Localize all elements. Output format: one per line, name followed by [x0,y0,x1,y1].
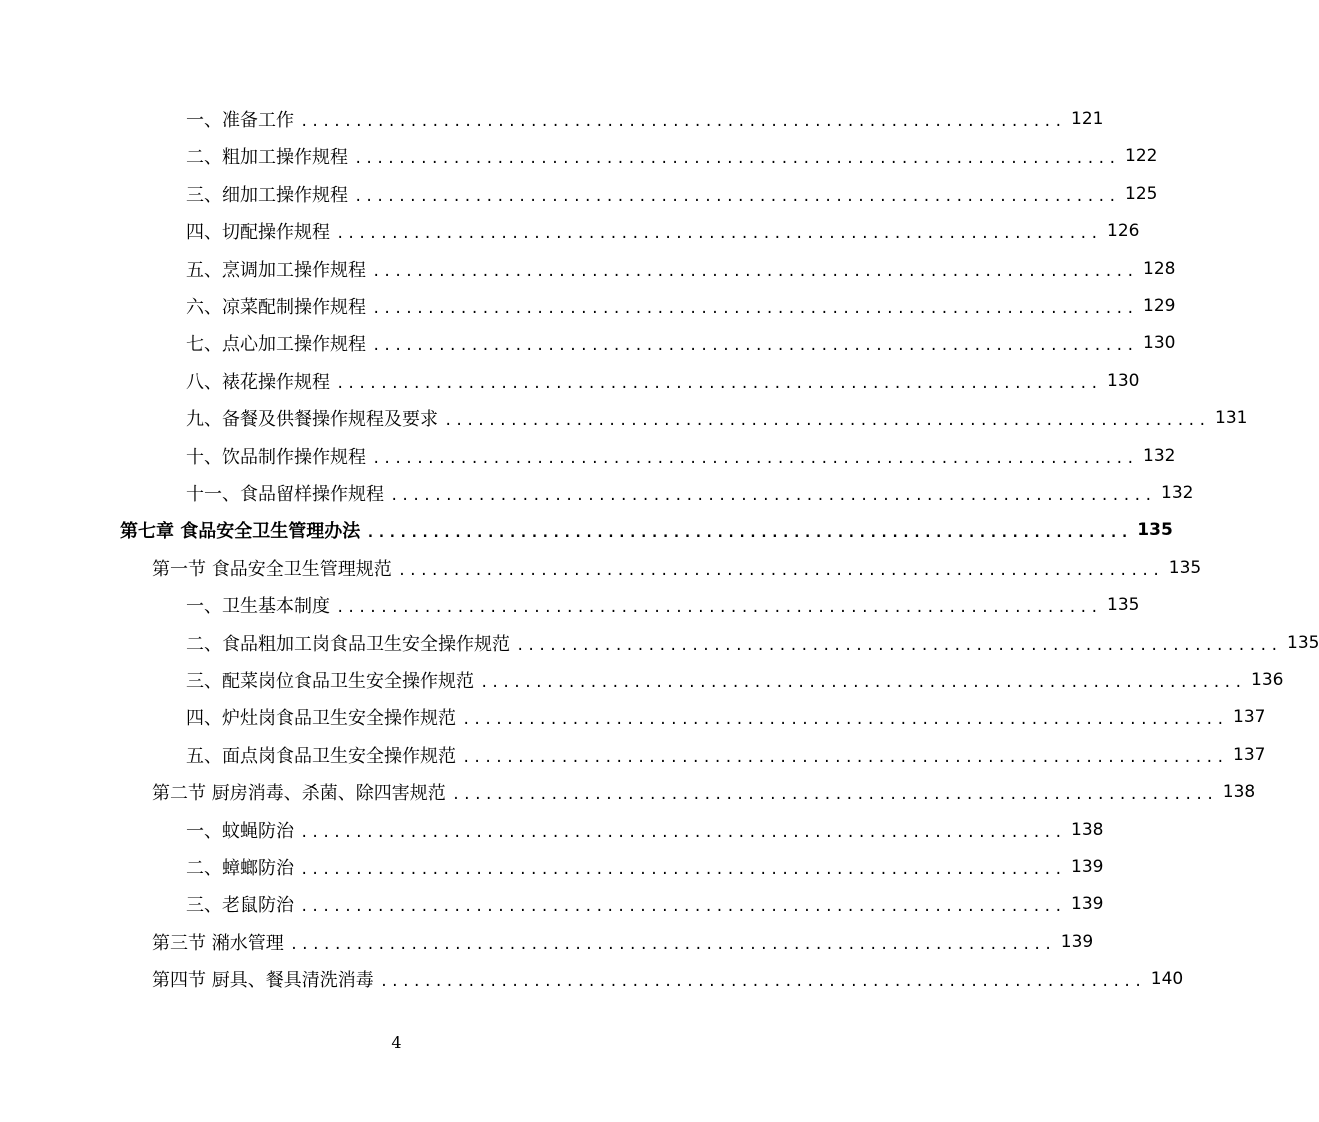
toc-entry[interactable] [186,250,1176,287]
toc-entry-title: 一、准备工作 [186,109,294,131]
toc-entry[interactable] [186,698,1266,735]
toc-entry-page: 137 [1233,706,1266,727]
toc-dot-leader: ...................................................................... [300,113,1066,130]
toc-entry[interactable] [186,100,1104,137]
toc-entry-page: 128 [1143,258,1176,279]
toc-entry-title: 二、粗加工操作规程 [186,146,348,168]
toc-entry[interactable] [186,586,1140,623]
toc-entry-page: 132 [1143,445,1176,466]
toc-dot-leader: ...................................................................... [300,824,1066,841]
toc-entry-title: 六、凉菜配制操作规程 [186,296,366,318]
toc-dot-leader: ...................................................................... [372,450,1138,467]
toc-entry-title: 五、面点岗食品卫生安全操作规范 [186,745,456,767]
toc-dot-leader: ...................................................................... [366,524,1132,541]
toc-dot-leader: ...................................................................... [397,562,1163,579]
toc-entry[interactable] [152,923,1094,960]
toc-entry-page: 138 [1071,819,1104,840]
toc-entry-title: 二、食品粗加工岗食品卫生安全操作规范 [186,633,510,655]
toc-dot-leader: ...................................................................... [390,487,1156,504]
toc-dot-leader: ...................................................................... [462,711,1228,728]
toc-dot-leader: ...................................................................... [451,786,1217,803]
toc-entry[interactable] [152,773,1256,810]
toc-entry[interactable] [186,175,1158,212]
toc-entry-page: 137 [1233,744,1266,765]
toc-entry-page: 131 [1215,407,1248,428]
toc-entry-title: 三、细加工操作规程 [186,184,348,206]
toc-entry-page: 126 [1107,220,1140,241]
toc-entry-page: 129 [1143,295,1176,316]
toc-entry-page: 132 [1161,482,1194,503]
toc-dot-leader: ...................................................................... [462,749,1228,766]
toc-entry[interactable] [186,437,1176,474]
toc-entry[interactable] [152,549,1202,586]
toc-entry[interactable] [186,137,1158,174]
toc-entry-title: 第二节 厨房消毒、杀菌、除四害规范 [152,782,446,804]
toc-entry[interactable] [186,811,1104,848]
toc-entry[interactable] [186,324,1176,361]
toc-dot-leader: ...................................................................... [372,337,1138,354]
toc-entry-page: 138 [1222,781,1256,802]
toc-entry-title: 第三节 潲水管理 [152,932,284,954]
toc-entry[interactable] [186,212,1140,249]
toc-dot-leader: ...................................................................... [354,188,1120,205]
toc-entry-page: 139 [1071,893,1104,914]
toc-dot-leader: ...................................................................... [300,898,1066,915]
toc-entry-title: 第七章 食品安全卫生管理办法 [120,520,361,542]
toc-dot-leader: ...................................................................... [480,674,1246,691]
toc-entry-page: 139 [1071,856,1104,877]
toc-entry-page: 139 [1060,931,1094,952]
toc-entry-page: 121 [1071,108,1104,129]
toc-entry-page: 130 [1107,370,1140,391]
toc-entry-title: 第四节 厨具、餐具清洗消毒 [152,969,374,991]
toc-dot-leader: ...................................................................... [336,375,1102,392]
toc-entry-title: 十一、食品留样操作规程 [186,483,384,505]
toc-entry-title: 一、卫生基本制度 [186,595,330,617]
toc-entry-title: 三、老鼠防治 [186,894,294,916]
toc-dot-leader: ...................................................................... [372,300,1138,317]
toc-dot-leader: ...................................................................... [516,637,1282,654]
toc-entry-page: 136 [1251,669,1284,690]
toc-entry[interactable] [186,661,1284,698]
toc-entry-title: 一、蚊蝇防治 [186,820,294,842]
toc-entry-page: 122 [1125,145,1158,166]
toc-entry-title: 第一节 食品安全卫生管理规范 [152,558,392,580]
toc-entry-title: 十、饮品制作操作规程 [186,446,366,468]
toc-dot-leader: ...................................................................... [289,936,1055,953]
toc-entry-page: 125 [1125,183,1158,204]
toc-entry-title: 七、点心加工操作规程 [186,333,366,355]
toc-dot-leader: ...................................................................... [300,861,1066,878]
toc-dot-leader: ...................................................................... [379,973,1145,990]
toc-dot-leader: ...................................................................... [372,263,1138,280]
toc-dot-leader: ...................................................................... [336,599,1102,616]
toc-entry-title: 四、切配操作规程 [186,221,330,243]
toc-entry[interactable] [186,287,1176,324]
toc-entry-title: 五、烹调加工操作规程 [186,259,366,281]
toc-entry[interactable] [186,399,1248,436]
page-number: 4 [391,1033,402,1052]
toc-entry-page: 135 [1287,632,1319,653]
toc-dot-leader: ...................................................................... [444,412,1210,429]
toc-entry-page: 140 [1150,968,1184,989]
toc-entry-title: 九、备餐及供餐操作规程及要求 [186,408,438,430]
toc-entry[interactable] [152,960,1184,997]
toc-entry-page: 130 [1143,332,1176,353]
toc-entry[interactable] [186,885,1104,922]
toc-entry[interactable] [186,362,1140,399]
toc-entry-page: 135 [1107,594,1140,615]
toc-dot-leader: ...................................................................... [336,225,1102,242]
toc-entry[interactable] [186,848,1104,885]
toc-entry[interactable] [186,624,1319,661]
toc-entry[interactable] [186,474,1194,511]
toc-entry-title: 二、蟑螂防治 [186,857,294,879]
toc-entry-page: 135 [1168,557,1202,578]
toc-dot-leader: ...................................................................... [354,150,1120,167]
toc-entry-title: 三、配菜岗位食品卫生安全操作规范 [186,670,474,692]
toc-entry-page: 135 [1137,519,1173,540]
toc-entry[interactable] [120,511,1173,548]
toc-entry-title: 四、炉灶岗食品卫生安全操作规范 [186,707,456,729]
toc-entry[interactable] [186,736,1266,773]
toc-entry-title: 八、裱花操作规程 [186,371,330,393]
